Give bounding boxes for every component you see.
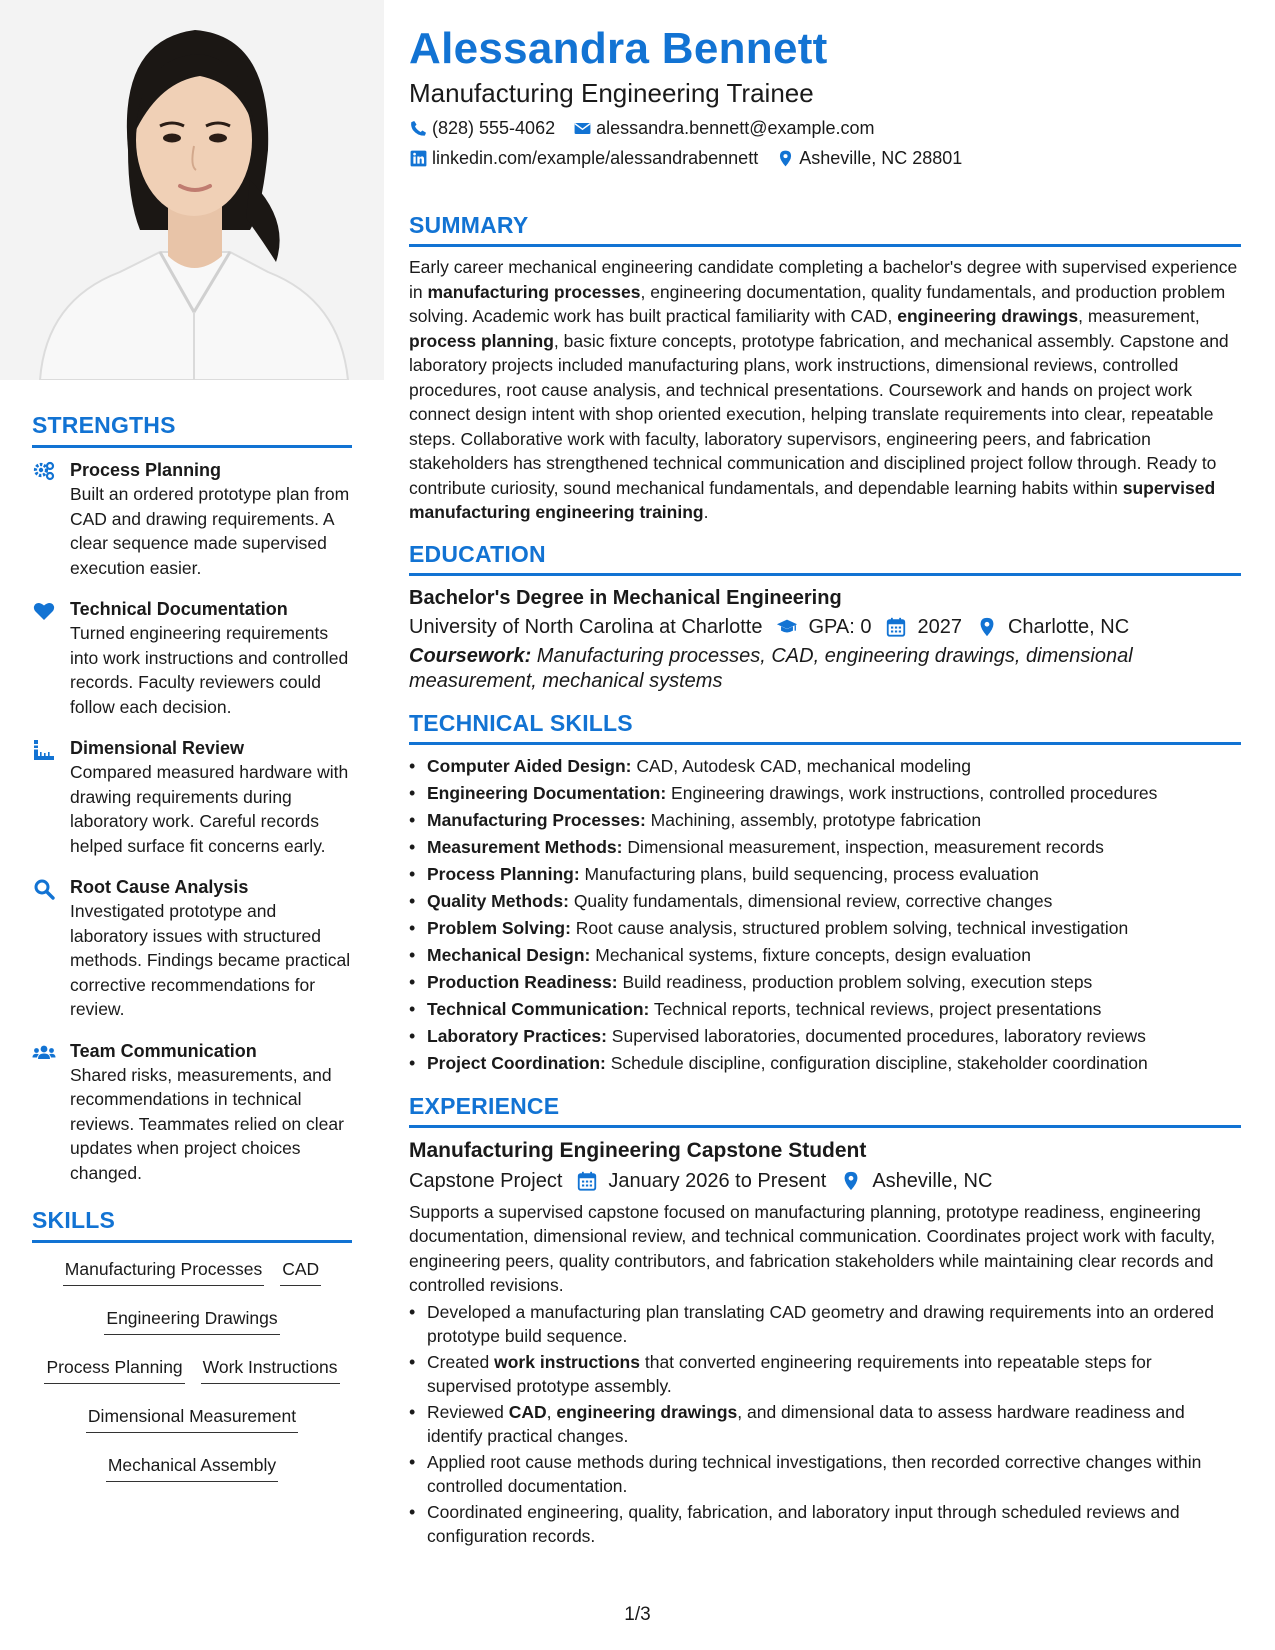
strength-title: Technical Documentation — [70, 599, 288, 619]
gpa-item: GPA: 0 — [774, 612, 871, 642]
strength-description: Shared risks, measurements, and recommendations in technical reviews. Teammates relied on clear updates when project choices changed. — [70, 1064, 344, 1183]
linkedin-icon — [409, 149, 428, 168]
location-text: Asheville, NC 28801 — [799, 148, 963, 168]
strength-item — [32, 1039, 352, 1186]
strength-item — [32, 458, 352, 580]
education-meta — [409, 612, 1241, 642]
skill-tag: Work Instructions — [201, 1355, 340, 1384]
list-item: • Reviewed CAD, engineering drawings, and dimensional data to assess hardware readiness and identify practical changes. — [409, 1400, 1241, 1449]
list-item: • Manufacturing Processes: Machining, assembly, prototype fabrication — [409, 807, 1241, 834]
coursework: Coursework: Manufacturing processes, CAD, engineering drawings, dimensional measurement, mechanical systems — [409, 644, 1133, 692]
strength-description: Built an ordered prototype plan from CAD and drawing requirements. A clear sequence made supervised execution easier. — [70, 484, 350, 578]
skill-tag: CAD — [280, 1257, 321, 1286]
job-location: Asheville, NC — [838, 1166, 992, 1196]
job-title: Manufacturing Engineering Capstone Student — [409, 1138, 867, 1162]
list-item: • Developed a manufacturing plan translating CAD geometry and drawing requirements into an ordered prototype build sequence. — [409, 1300, 1241, 1349]
graduation-cap-icon — [776, 616, 798, 638]
list-item: • Process Planning: Manufacturing plans, build sequencing, process evaluation — [409, 861, 1241, 888]
skills-heading: SKILLS — [32, 1207, 352, 1243]
strength-item — [32, 736, 352, 858]
list-item: • Technical Communication: Technical reports, technical reviews, project presentations — [409, 996, 1241, 1023]
job-description: Supports a supervised capstone focused on manufacturing planning, prototype readiness, engineering documentation, dimensional review, and technical communication. Coordinates project work with faculty, engineering peers, quality contributors, and fabrication stakeholders while maintaining clear records and controlled revisions. — [409, 1201, 1216, 1295]
sidebar — [0, 0, 384, 1650]
list-item: • Coordinated engineering, quality, fabrication, and laboratory input through scheduled reviews and configuration records. — [409, 1500, 1241, 1549]
job-org: Capstone Project — [409, 1169, 563, 1192]
experience-heading: EXPERIENCE — [409, 1093, 1241, 1128]
map-pin-icon — [976, 616, 998, 638]
strengths-heading: STRENGTHS — [32, 412, 352, 448]
portrait-illustration — [0, 0, 384, 380]
page-number: 1/3 — [624, 1604, 651, 1625]
skill-tags — [32, 1257, 352, 1482]
list-item: • Quality Methods: Quality fundamentals, dimensional review, corrective changes — [409, 888, 1241, 915]
strength-description: Investigated prototype and laboratory issues with structured methods. Findings became practical corrective recommendations for review. — [70, 901, 351, 1019]
list-item: • Measurement Methods: Dimensional measurement, inspection, measurement records — [409, 834, 1241, 861]
strength-description: Turned engineering requirements into work instructions and controlled records. Faculty reviewers could follow each decision. — [70, 623, 349, 717]
job-meta — [409, 1166, 1241, 1196]
list-item: • Project Coordination: Schedule discipline, configuration discipline, stakeholder coordination — [409, 1050, 1241, 1077]
calendar-icon — [576, 1170, 598, 1192]
technical-skills-list — [409, 753, 1241, 1077]
experience-bullets — [409, 1300, 1241, 1549]
list-item: • Created work instructions that converted engineering requirements into repeatable steps for supervised prototype assembly. — [409, 1350, 1241, 1399]
heart-icon — [32, 597, 70, 719]
strength-title: Root Cause Analysis — [70, 877, 249, 897]
linkedin-url: linkedin.com/example/alessandrabennett — [432, 148, 759, 168]
graduation-year: 2027 — [883, 612, 962, 642]
phone-icon — [409, 119, 428, 138]
education-section — [409, 541, 1241, 694]
strength-item — [32, 597, 352, 719]
sidebar-content — [32, 412, 352, 1482]
skill-tag: Manufacturing Processes — [63, 1257, 264, 1286]
list-item: • Engineering Documentation: Engineering drawings, work instructions, controlled procedures — [409, 780, 1241, 807]
strength-title: Dimensional Review — [70, 738, 245, 758]
list-item: • Mechanical Design: Mechanical systems, fixture concepts, design evaluation — [409, 942, 1241, 969]
list-item: • Applied root cause methods during technical investigations, then recorded corrective changes within controlled documentation. — [409, 1450, 1241, 1499]
candidate-name: Alessandra Bennett — [409, 24, 828, 73]
degree-title: Bachelor's Degree in Mechanical Engineering — [409, 586, 842, 609]
list-item: • Computer Aided Design: CAD, Autodesk CAD, mechanical modeling — [409, 753, 1241, 780]
list-item: • Problem Solving: Root cause analysis, structured problem solving, technical investigation — [409, 915, 1241, 942]
map-pin-icon — [776, 149, 795, 168]
contact-row-2 — [409, 146, 1241, 170]
email-address: alessandra.bennett@example.com — [596, 118, 875, 138]
map-pin-icon — [840, 1170, 862, 1192]
list-item: • Laboratory Practices: Supervised laboratories, documented procedures, laboratory reviews — [409, 1023, 1241, 1050]
school-name: University of North Carolina at Charlotte — [409, 615, 763, 638]
email-contact[interactable] — [573, 116, 874, 140]
ruler-icon — [32, 736, 70, 858]
phone-number: (828) 555-4062 — [432, 118, 556, 138]
strength-title: Team Communication — [70, 1040, 257, 1061]
skill-tag: Dimensional Measurement — [86, 1404, 298, 1433]
technical-skills-heading: TECHNICAL SKILLS — [409, 710, 1241, 745]
skill-tag: Mechanical Assembly — [106, 1453, 278, 1482]
calendar-icon — [885, 616, 907, 638]
strength-title: Process Planning — [70, 460, 222, 480]
gears-icon — [32, 458, 70, 580]
envelope-icon — [573, 119, 592, 138]
contact-row — [409, 116, 1241, 140]
users-icon — [32, 1039, 70, 1186]
education-heading: EDUCATION — [409, 541, 1241, 576]
search-icon — [32, 875, 70, 1022]
phone-contact[interactable] — [409, 116, 555, 140]
skill-tag: Engineering Drawings — [104, 1306, 279, 1335]
strength-item — [32, 875, 352, 1022]
education-location: Charlotte, NC — [974, 612, 1129, 642]
job-dates: January 2026 to Present — [574, 1166, 826, 1196]
experience-section — [409, 1093, 1241, 1549]
location-contact — [776, 146, 962, 170]
summary-section — [409, 212, 1241, 525]
profile-photo — [0, 0, 384, 380]
skill-tag: Process Planning — [44, 1355, 184, 1384]
linkedin-contact[interactable] — [409, 146, 758, 170]
technical-skills-section — [409, 710, 1241, 1077]
summary-paragraph: Early career mechanical engineering candidate completing a bachelor's degree with supervised experience in manufacturing processes, engineering documentation, quality fundamentals, and production problem solving. Academic work has built practical familiarity with CAD, engineering drawings, measurement, process planning, basic fixture concepts, prototype fabrication, and mechanical assembly. Capstone and laboratory projects included manufacturing plans, work instructions, dimensional reviews, controlled procedures, root cause analysis, and technical presentations. Coursework and hands on project work connect design intent with shop oriented execution, helping translate requirements into clear, repeatable steps. Collaborative work with faculty, laboratory supervisors, engineering peers, and fabrication stakeholders has strengthened technical communication and disciplined project follow through. Ready to contribute curiosity, sound mechanical fundamentals, and dependable learning habits within supervised manufacturing engineering training. — [409, 257, 1238, 522]
list-item: • Production Readiness: Build readiness, production problem solving, execution steps — [409, 969, 1241, 996]
summary-heading: SUMMARY — [409, 212, 1241, 247]
job-title-headline: Manufacturing Engineering Trainee — [409, 78, 814, 108]
strength-description: Compared measured hardware with drawing requirements during laboratory work. Careful records helped surface fit concerns early. — [70, 762, 349, 856]
main-content — [409, 24, 1241, 1550]
